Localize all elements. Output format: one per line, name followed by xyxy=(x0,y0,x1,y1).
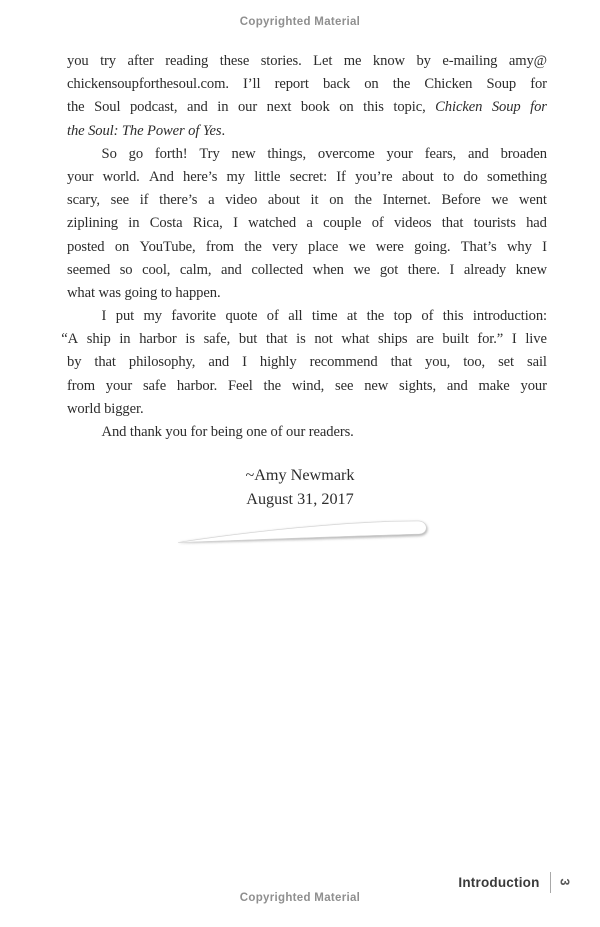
text-line: “A ship in harbor is safe, but that is not what ships are built for.” I live xyxy=(61,330,547,348)
text-line: And thank you for being one of our readers. xyxy=(101,423,354,440)
text-line: what was going to happen. xyxy=(67,283,221,301)
copyright-notice-bottom: Copyrighted Material xyxy=(239,892,361,904)
signature-name: ~Amy Newmark xyxy=(245,466,355,484)
page-number: 3 xyxy=(557,878,572,886)
text-line: your world. And here’s my little secret: If you’re about to do something xyxy=(67,167,547,185)
text-line: from your safe harbor. Feel the wind, see new sights, and make your xyxy=(67,376,547,394)
footer-divider xyxy=(550,872,552,893)
text-line: you try after reading these stories. Let me know by e-mailing amy@ xyxy=(67,52,547,69)
signature-date: August 31, 2017 xyxy=(246,489,354,508)
text-line: scary, see if there’s a video about it on the Internet. Before we went xyxy=(67,191,547,209)
swoosh-divider xyxy=(176,514,440,548)
text-line: So go forth! Try new things, overcome your fears, and broaden xyxy=(101,144,547,162)
text-line: chickensoupforthesoul.com. I’ll report back on the Chicken Soup for xyxy=(67,75,547,93)
text-line: posted on YouTube, from the very place we were going. That’s why I xyxy=(67,237,547,255)
text-line: the Soul: The Power of Yes. xyxy=(67,121,226,139)
signature-block xyxy=(0,464,600,511)
text-line: I put my favorite quote of all time at the top of this introduction: xyxy=(101,307,547,325)
text-line: the Soul podcast, and in our next book on this topic, Chicken Soup for xyxy=(67,98,547,116)
text-line: seemed so cool, calm, and collected when we got there. I already knew xyxy=(67,260,547,278)
body-text xyxy=(61,49,547,443)
text-line: ziplining in Costa Rica, I watched a couple of videos that tourists had xyxy=(67,214,547,232)
text-line: world bigger. xyxy=(67,399,144,417)
swoosh-graphic xyxy=(176,514,440,548)
chapter-title: Introduction xyxy=(458,874,540,890)
text-line: by that philosophy, and I highly recommend that you, too, set sail xyxy=(67,353,547,371)
copyright-notice-top: Copyrighted Material xyxy=(239,16,361,28)
